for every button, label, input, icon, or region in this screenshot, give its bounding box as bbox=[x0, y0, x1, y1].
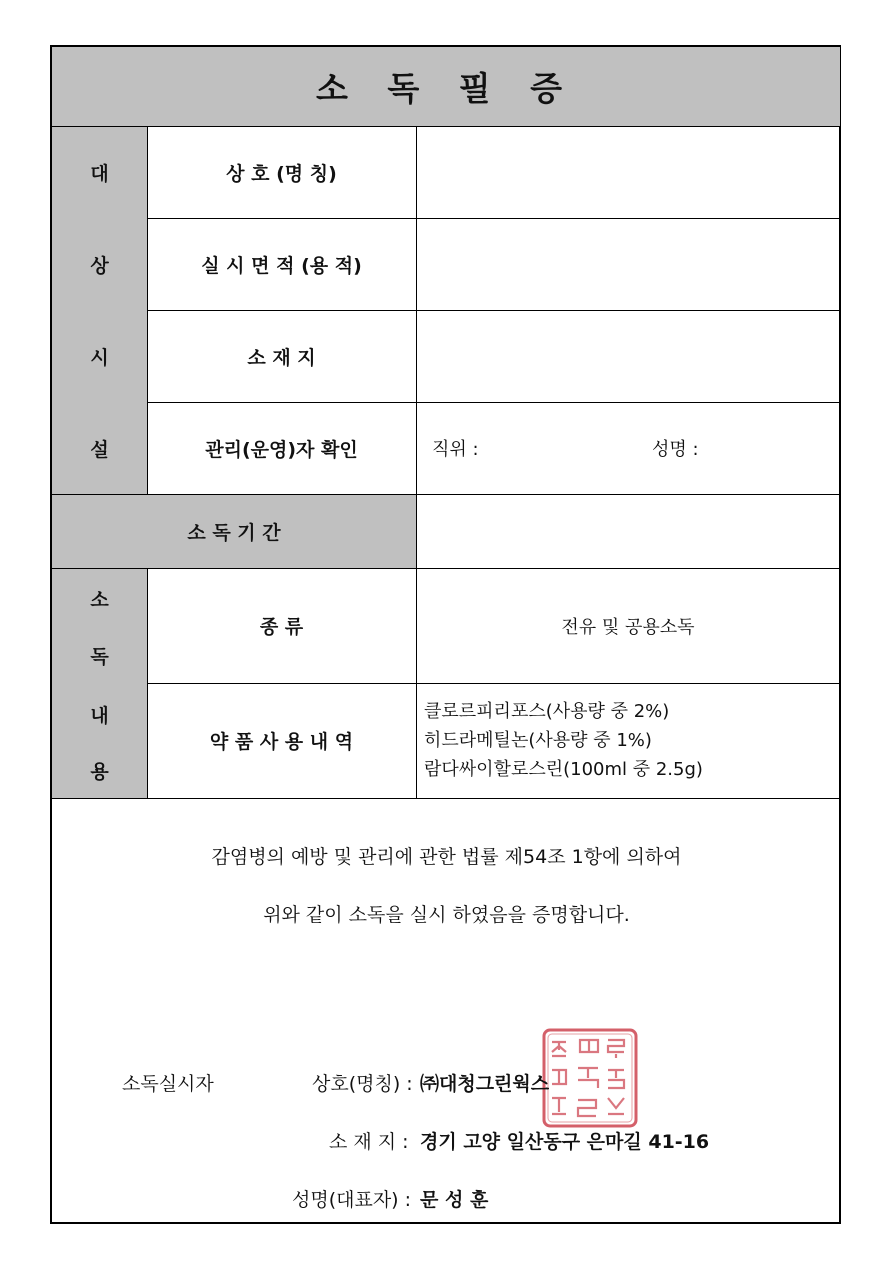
statement-line-2: 위와 같이 소독을 실시 하였음을 증명합니다. bbox=[263, 904, 630, 926]
grid-line bbox=[52, 568, 840, 569]
statement-line-1: 감염병의 예방 및 관리에 관한 법률 제54조 1항에 의하여 bbox=[211, 846, 682, 868]
target-side-char-1: 대 bbox=[90, 162, 109, 185]
signer-role: 소독실시자 bbox=[122, 1073, 214, 1095]
content-side-char-3: 내 bbox=[90, 704, 109, 727]
company-seal-stamp bbox=[542, 1028, 638, 1128]
period-label: 소 독 기 간 bbox=[52, 494, 416, 568]
target-side-char-3: 시 bbox=[90, 346, 109, 369]
disinfection-type-label: 종 류 bbox=[259, 616, 304, 638]
content-side-char-1: 소 bbox=[90, 588, 109, 611]
location-field[interactable] bbox=[416, 310, 840, 402]
area-field[interactable] bbox=[416, 218, 840, 310]
chemical-item: 히드라메틸논(사용량 중 1%) bbox=[424, 730, 652, 751]
area-label: 실 시 면 적 (용 적) bbox=[201, 254, 362, 277]
target-side-char-2: 상 bbox=[90, 254, 109, 277]
company-name-label: 상 호 (명 칭) bbox=[226, 162, 337, 185]
position-label: 직위 : bbox=[432, 439, 479, 460]
grid-line bbox=[147, 568, 148, 798]
content-side-char-2: 독 bbox=[90, 645, 109, 668]
document-title: 소 독 필 증 bbox=[52, 47, 840, 126]
chemical-usage-list bbox=[416, 683, 840, 798]
chemical-usage-label: 약 품 사 용 내 역 bbox=[209, 731, 354, 753]
signer-address-value: 경기 고양 일산동구 은마길 41-16 bbox=[420, 1131, 710, 1153]
location-label: 소 재 지 bbox=[247, 346, 316, 369]
signer-company-value: ㈜대청그린웍스 bbox=[420, 1073, 550, 1095]
grid-line bbox=[52, 494, 840, 495]
grid-line bbox=[147, 402, 840, 403]
signer-rep-value: 문 성 훈 bbox=[420, 1189, 489, 1211]
signer-company-label: 상호(명칭) : bbox=[312, 1073, 413, 1095]
chemical-item: 람다싸이할로스린(100ml 중 2.5g) bbox=[424, 759, 703, 780]
grid-line bbox=[52, 126, 840, 127]
grid-line bbox=[147, 126, 148, 494]
chemical-item: 클로르피리포스(사용량 중 2%) bbox=[424, 701, 670, 722]
grid-line bbox=[147, 310, 840, 311]
target-side-char-4: 설 bbox=[90, 438, 109, 461]
period-field[interactable] bbox=[416, 494, 840, 568]
signer-address-label: 소 재 지 : bbox=[329, 1131, 409, 1153]
content-side-char-4: 용 bbox=[90, 760, 109, 783]
grid-line bbox=[416, 126, 417, 798]
manager-confirm-label: 관리(운영)자 확인 bbox=[205, 438, 358, 461]
grid-line bbox=[52, 798, 840, 799]
company-name-field[interactable] bbox=[416, 126, 840, 218]
grid-line bbox=[147, 683, 840, 684]
grid-line bbox=[147, 218, 840, 219]
signer-rep-label: 성명(대표자) : bbox=[292, 1189, 412, 1211]
name-label: 성명 : bbox=[652, 439, 699, 460]
disinfection-type-value: 전유 및 공용소독 bbox=[561, 616, 695, 638]
